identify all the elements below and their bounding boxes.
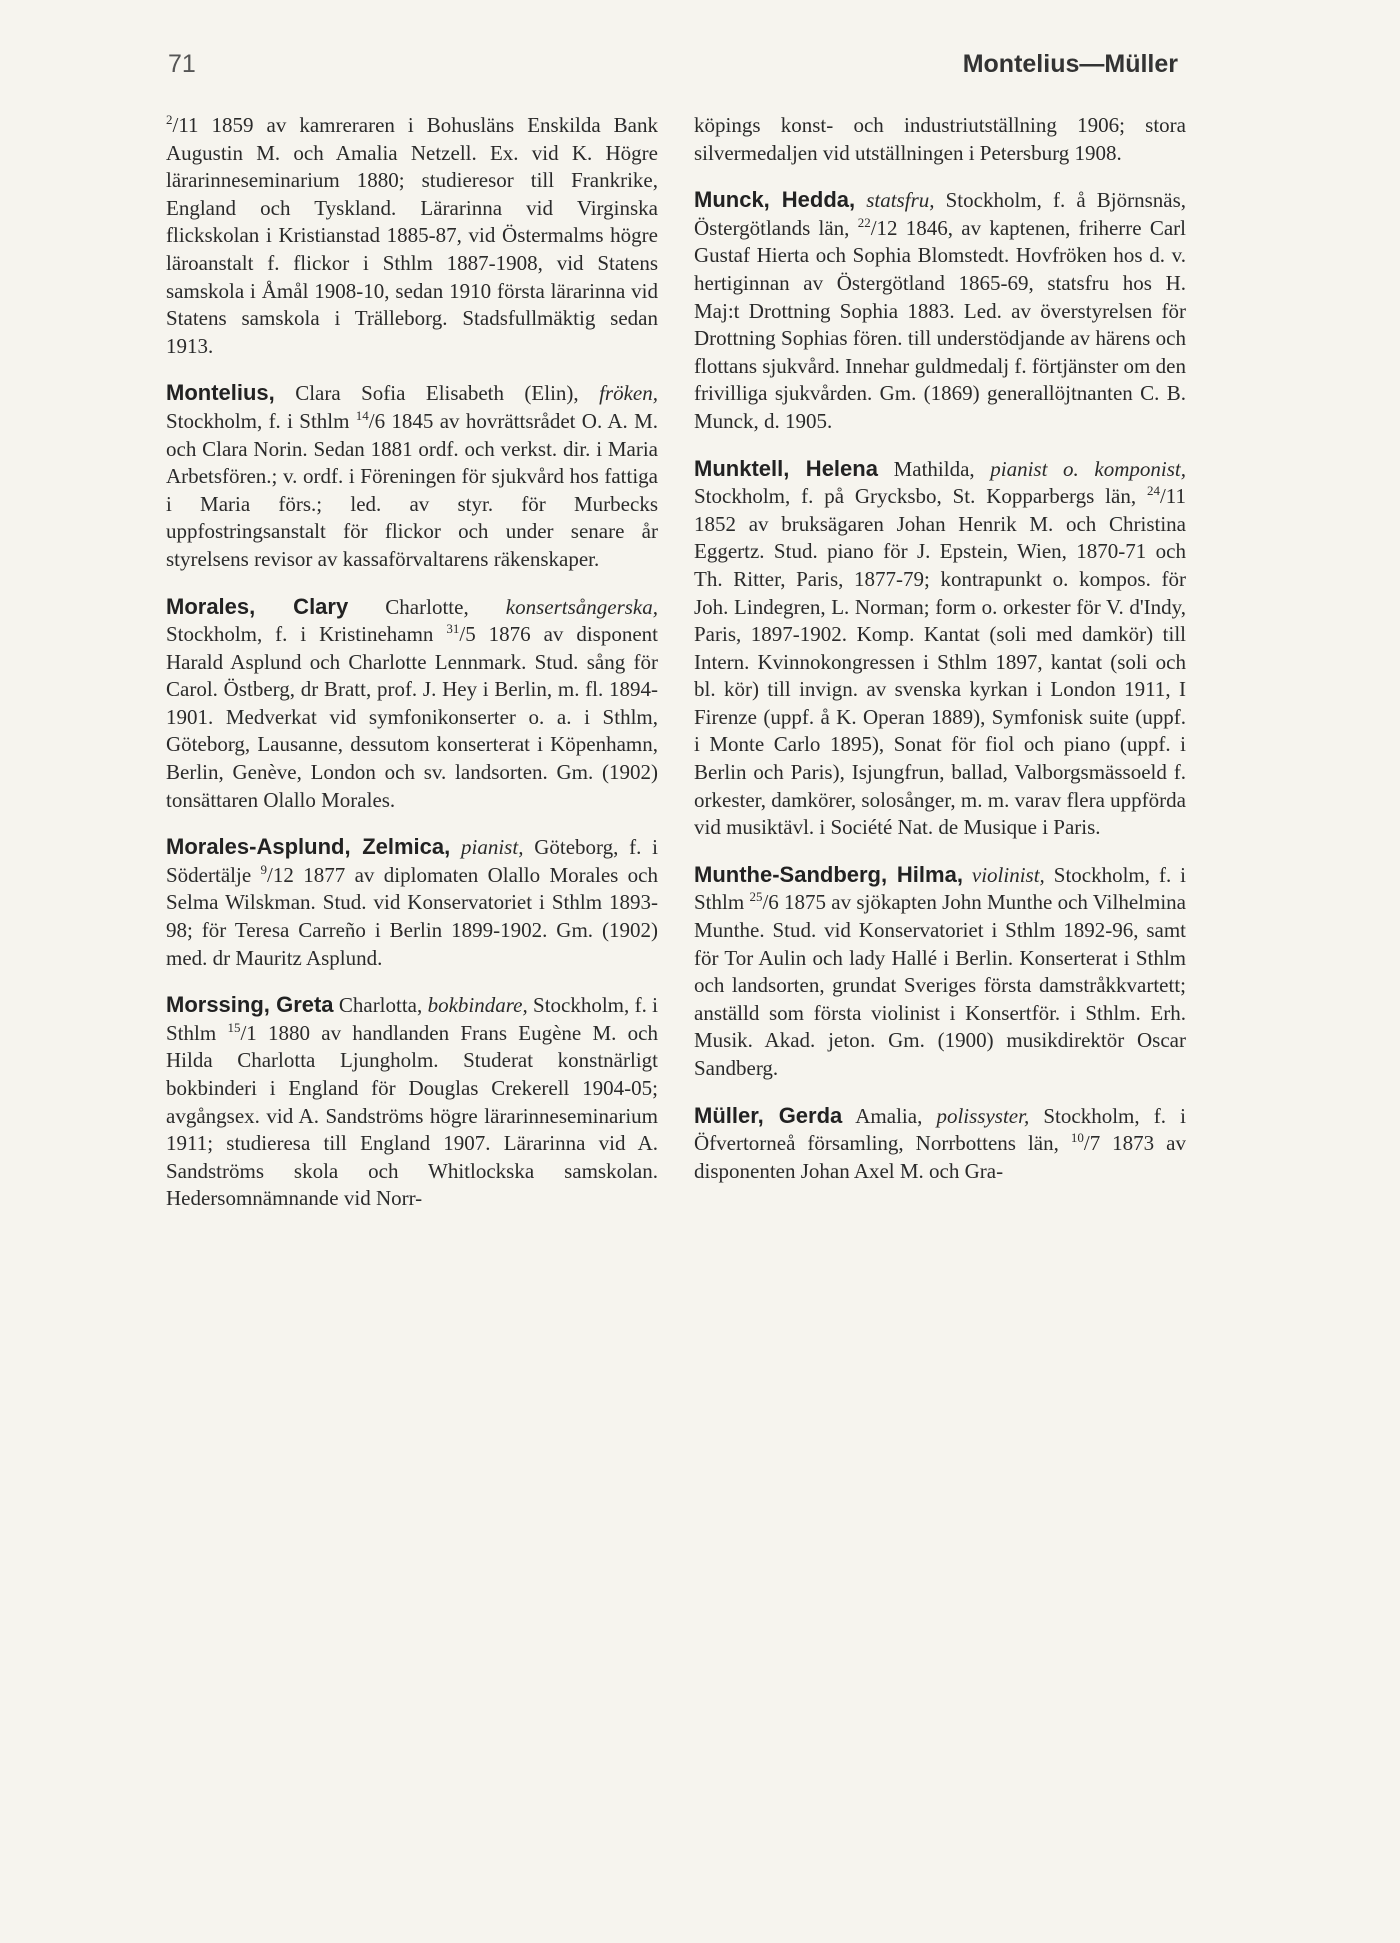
entry-munck	[694, 186, 1186, 435]
entry-text: Charlotta,	[333, 993, 428, 1018]
page-number: 71	[168, 50, 196, 78]
entry-munthe-sandberg	[694, 861, 1186, 1083]
entry-text: Mathilda,	[877, 456, 991, 481]
entry-text: Stockholm, f. i Kristinehamn	[166, 622, 447, 647]
entry-text: /7 1873 av disponenten Johan Axel M. och Gra-	[694, 1131, 1186, 1183]
date-superscript: 25	[749, 889, 763, 905]
entry-text: Stockholm, f. i Sthlm	[166, 408, 356, 433]
entry-text: /11 1852 av bruksägaren Johan Henrik M. och Christina Eggertz. Stud. piano för J. Epstein, Wien, 1870-71 och Th. Ritter, Paris, 1877-79; kontrapunkt o. kompos. för Joh. Lindegren, L. Norman; form o. orkester för V. d'Indy, Paris, 1897-1902. Komp. Kantat (soli med damkör) till Intern. Kvinnokongressen i Sthlm 1897, kantat (soli och bl. kör) till invign. av svenska kyrkan i London 1911, I Firenze (uppf. å K. Operan 1889), Symfonisk suite (uppf. i Monte Carlo 1895), Sonat för fiol och piano (uppf. i Berlin och Paris), Isjungfrun, ballad, Valborgsmässoeld f. orkester, damkörer, solosånger, m. m. varav flera uppförda vid musiktävl. i Société Nat. de Musique i Paris.	[694, 484, 1186, 840]
entry-name: Morssing, Greta	[166, 992, 334, 1018]
entry-text: /6 1875 av sjökapten John Munthe och Vilhelmina Munthe. Stud. vid Konservatoriet i Sthlm 1892-96, samt för Tor Aulin och lady Hallé i Berlin. Konserterat i Sthlm och landsorten, grundat Sveriges första damstråkkvartett; anställd som första violinist i Konsertför. i Sthlm. Erh. Musik. Akad. jeton. Gm. (1900) musikdirektör Oscar Sandberg.	[694, 890, 1186, 1080]
entry-text: Charlotte,	[348, 594, 506, 619]
running-head: Montelius—Müller	[962, 50, 1178, 78]
entry-text: Stockholm, f. i Sthlm	[694, 862, 1186, 915]
date-superscript: 24	[1146, 483, 1160, 499]
entry-munktell	[694, 455, 1186, 842]
entry-name: Morales, Clary	[166, 593, 349, 619]
entry-occupation: polissyster,	[936, 1103, 1030, 1128]
date-superscript: 15	[227, 1019, 241, 1035]
entry-text: /12 1877 av diplomaten Olallo Morales och Selma Wilskman. Stud. vid Konservatoriet i Sthlm 1893-98; för Teresa Carreño i Berlin 1899-1902. Gm. (1902) med. dr Mauritz Asplund.	[166, 862, 658, 970]
entry-occupation: bokbindare,	[427, 993, 528, 1018]
entry-continuation	[166, 112, 658, 360]
entry-text: köpings konst- och industriutställning 1906; stora silvermedaljen vid utställningen i Petersburg 1908.	[694, 113, 1186, 165]
entry-text: /5 1876 av disponent Harald Asplund och Charlotte Lennmark. Stud. sång för Carol. Östberg, dr Bratt, prof. J. Hey i Berlin, m. fl. 1894-1901. Medverkat vid symfonikonserter o. a. i Sthlm, Göteborg, Lausanne, dessutom konserterat i Köpenhamn, Berlin, Genève, London och sv. landsorten. Gm. (1902) tonsättaren Olallo Morales.	[166, 622, 658, 812]
entry-muller	[694, 1102, 1186, 1186]
date-superscript: 10	[1070, 1130, 1084, 1146]
entry-text	[855, 188, 866, 212]
entry-occupation: konsertsångerska,	[505, 594, 658, 619]
date-superscript: 22	[857, 214, 871, 230]
entry-text: Stockholm, f. på Grycksbo, St. Kopparbergs län,	[694, 484, 1147, 509]
date-superscript: 14	[355, 407, 369, 423]
entry-occupation: pianist,	[461, 835, 524, 860]
entry-morales	[166, 593, 658, 815]
entry-name: Müller, Gerda	[694, 1102, 843, 1128]
entry-name: Montelius,	[166, 380, 275, 406]
entry-morales-asplund	[166, 833, 658, 972]
entry-morssing	[166, 991, 658, 1213]
entry-occupation: fröken,	[599, 381, 658, 406]
entry-occupation: violinist,	[971, 862, 1045, 887]
entry-name: Morales-Asplund, Zelmica,	[166, 834, 451, 860]
entry-occupation: pianist o. komponist,	[990, 456, 1186, 481]
entry-text: Clara Sofia Elisabeth (Elin),	[274, 381, 600, 406]
date-superscript: 2	[166, 112, 173, 127]
date-superscript: 9	[260, 861, 268, 877]
entry-text: Stockholm, f. i Sthlm	[166, 993, 658, 1045]
entry-montelius	[166, 379, 658, 573]
entry-text	[450, 835, 461, 859]
entry-text: Stockholm, f. i Öfvertorneå församling, Norrbottens län,	[694, 1103, 1186, 1156]
entry-text: /11 1859 av kamreraren i Bohusläns Enskilda Bank Augustin M. och Amalia Netzell. Ex. vid K. Högre lärarinneseminarium 1880; studieresor till Frankrike, England och Tyskland. Lärarinna vid Virginska flickskolan i Kristianstad 1885-87, vid Östermalms högre läroanstalt f. flickor i Sthlm 1887-1908, vid Statens samskola i Åmål 1908-10, sedan 1910 första lärarinna vid Statens samskola i Trälleborg. Stadsfullmäktig sedan 1913.	[166, 113, 658, 358]
entry-text: /6 1845 av hovrättsrådet O. A. M. och Clara Norin. Sedan 1881 ordf. och verkst. dir. i Maria Arbetsfören.; v. ordf. i Föreningen för sjukvård hos fattiga i Maria förs.; led. av styr. för Murbecks uppfostringsanstalt för flickor och under senare år styrelsens revisor av kassaförvaltarens räkenskaper.	[166, 408, 659, 571]
entry-name: Munck, Hedda,	[694, 187, 856, 213]
left-column	[166, 112, 658, 1213]
entry-name: Munthe-Sandberg, Hilma,	[694, 861, 963, 887]
page-header	[168, 48, 1178, 88]
entry-name: Munktell, Helena	[694, 455, 878, 481]
entry-occupation: statsfru,	[866, 188, 935, 213]
entry-continuation	[694, 112, 1186, 167]
date-superscript: 31	[446, 621, 460, 637]
entry-text: Stockholm, f. å Björnsnäs, Östergötlands län,	[694, 188, 1186, 240]
entry-text: /1 1880 av handlanden Frans Eugène M. och Hilda Charlotta Ljungholm. Studerat konstnärligt bokbinderi i England för Douglas Crekerell 1904-05; avgångsex. vid A. Sandströms högre lärarinneseminarium 1911; studieresa till England 1907. Lärarinna vid A. Sandströms skola och Whitlockska samskolan. Hedersomnämnande vid Norr-	[166, 1020, 658, 1211]
entry-text: Göteborg, f. i Södertälje	[166, 835, 659, 887]
entry-text: /12 1846, av kaptenen, friherre Carl Gustaf Hierta och Sophia Blomstedt. Hovfröken hos d. v. hertiginnan av Östergötland 1865-69, statsfru hos H. Maj:t Drottning Sophia 1883. Led. av överstyrelsen för Drottning Sophias fören. till understödjande av härens och flottans sjukvård. Innehar guldmedalj f. förtjänster om den frivilliga sjukvården. Gm. (1869) generallöjtnanten C. B. Munck, d. 1905.	[694, 215, 1186, 433]
entry-text: Amalia,	[842, 1103, 937, 1128]
right-column	[694, 112, 1186, 1185]
entry-text	[963, 863, 972, 887]
